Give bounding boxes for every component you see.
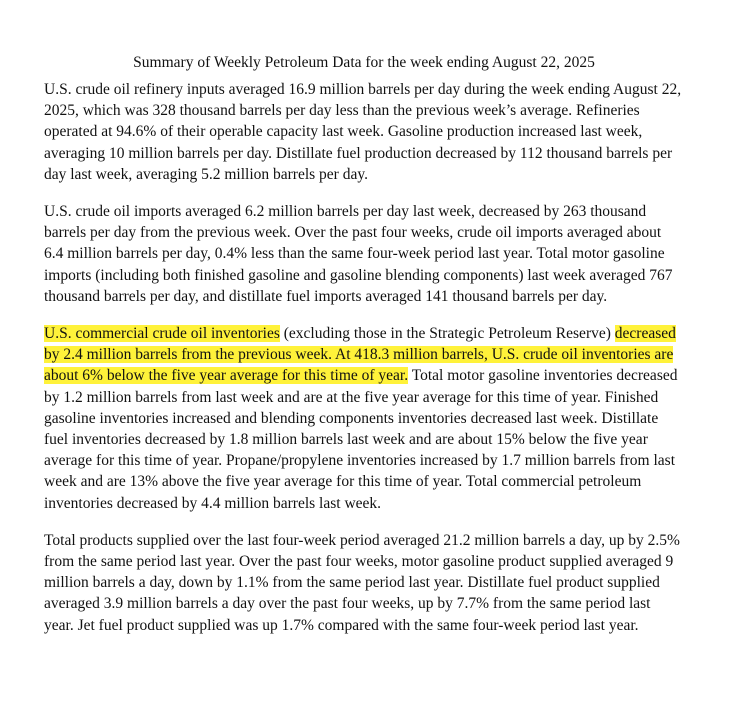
paragraph-refinery-inputs: U.S. crude oil refinery inputs averaged 16.9 million barrels per day during the week ending August 22, 2025, which was 328 thousand barrels per day less than the previous week’s average. Refineries operated at 94.6% of their operable capacity last week. Gasoline production increased last week, averaging 10 million barrels per day. Distillate fuel production decreased by 112 thousand barrels per day last week, averaging 5.2 million barrels per day. (44, 81, 682, 183)
paragraph-crude-imports: U.S. crude oil imports averaged 6.2 million barrels per day last week, decreased by 263 thousand barrels per day from the previous week. Over the past four weeks, crude oil imports averaged about 6.4 million barrels per day, 0.4% less than the same four-week period last year. Total motor gasoline imports (including both finished gasoline and gasoline blending components) last week averaged 767 thousand barrels per day, and distillate fuel imports averaged 141 thousand barrels per day. (44, 203, 673, 305)
paragraph-inventories (44, 323, 684, 514)
document-title: Summary of Weekly Petroleum Data for the week ending August 22, 2025 (133, 54, 595, 71)
highlighted-text: decreased by 2.4 million barrels from the previous week. At 418.3 million barrels, U.S. crude oil inventories are about 6% below the five year average for this time of year. (44, 325, 676, 385)
paragraph-text: (excluding those in the Strategic Petroleum Reserve) (279, 325, 615, 343)
paragraph-text: Total motor gasoline inventories decreased by 1.2 million barrels from last week and are at the five year average for this time of year. Finished gasoline inventories increased and blending components inventories decreased last week. Distillate fuel inventories decreased by 1.8 million barrels last week and are about 15% below the five year average for this time of year. Propane/propylene inventories increased by 1.7 million barrels from last week and are 13% above the five year average for this time of year. Total commercial petroleum inventories decreased by 4.4 million barrels last week. (44, 367, 678, 512)
highlighted-text: U.S. commercial crude oil inventories (44, 325, 280, 343)
document-page (44, 52, 684, 652)
paragraph-products-supplied: Total products supplied over the last four-week period averaged 21.2 million barrels a day, up by 2.5% from the same period last year. Over the past four weeks, motor gasoline product supplied averaged 9 million barrels a day, down by 1.1% from the same period last year. Distillate fuel product supplied averaged 3.9 million barrels a day over the past four weeks, up by 7.7% from the same period last year. Jet fuel product supplied was up 1.7% compared with the same four-week period last year. (44, 531, 680, 634)
